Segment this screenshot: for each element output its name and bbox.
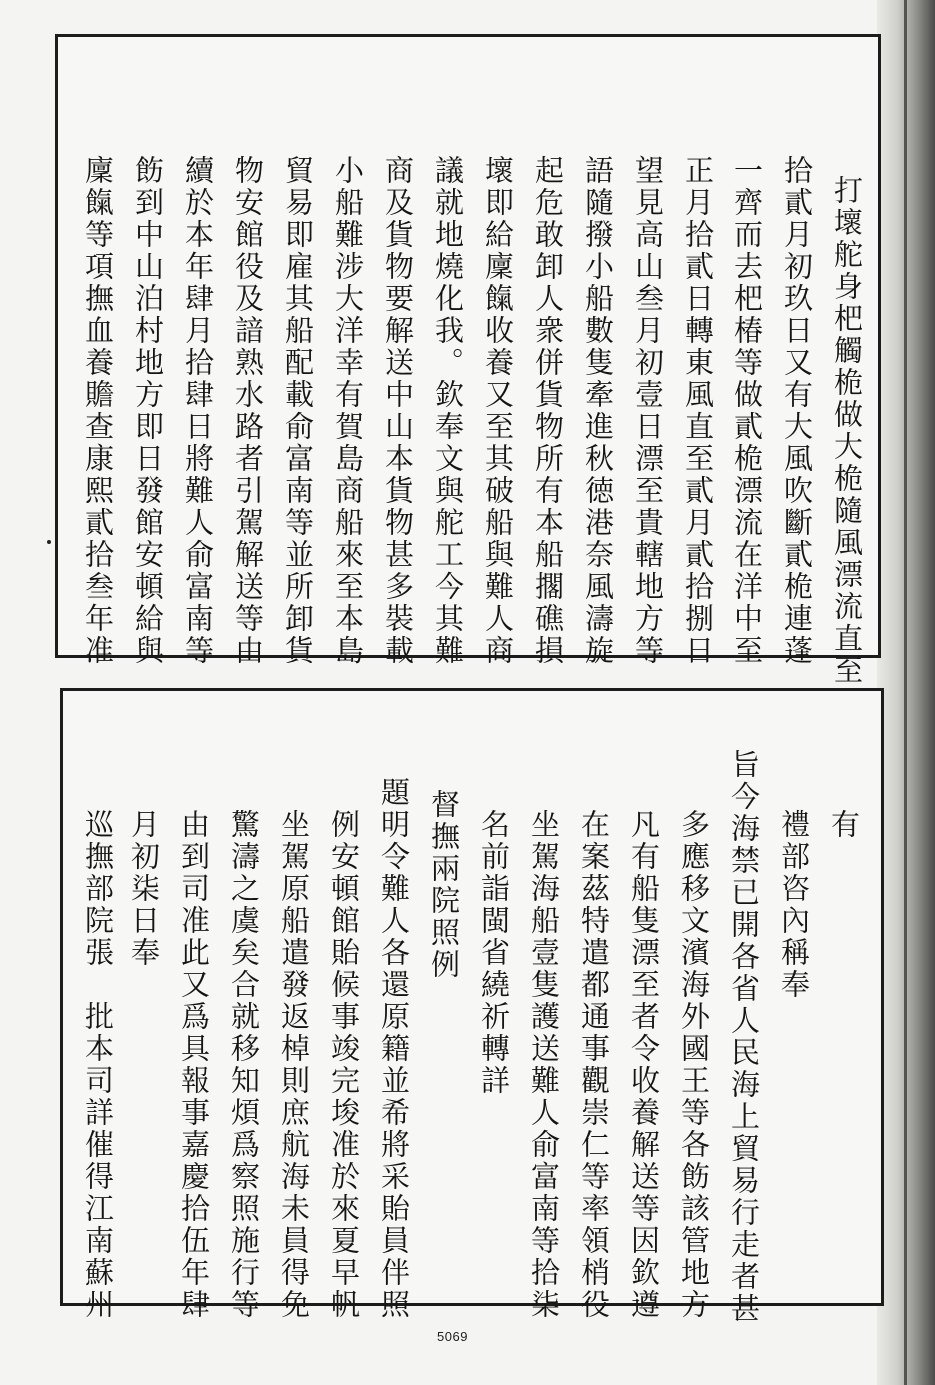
text-column: 小船難涉大洋幸有賀島商船來至本島 <box>331 155 365 667</box>
text-column: 巡撫部院張 批本司詳催得江南蘇州 <box>81 809 115 1321</box>
text-column: 議就地燒化我。欽奉文與舵工今其難 <box>431 155 465 667</box>
text-column: 商及貨物要解送中山本貨物甚多裝載 <box>381 155 415 667</box>
page-number: 5069 <box>437 1329 468 1344</box>
text-column: 續於本年肆月拾肆日將難人俞富南等 <box>181 155 215 667</box>
text-column: 禮部咨內稱奉 <box>777 809 811 1001</box>
text-column: 語隨撥小船數隻牽進秋徳港奈風濤旋 <box>581 155 615 667</box>
text-column: 題明令難人各還原籍並希將采貽員伴照 <box>377 777 411 1321</box>
text-column: 正月拾貳日轉東風直至貳月貳拾捌日 <box>681 155 715 667</box>
book-spine-line <box>904 0 907 1385</box>
text-column: 名前詣閩省繞祈轉詳 <box>477 809 511 1097</box>
text-column: 有 <box>827 809 861 841</box>
document-panel-top <box>55 34 881 687</box>
text-column: 拾貳月初玖日又有大風吹斷貳桅連蓬 <box>780 155 814 667</box>
document-panel-bottom <box>60 688 884 1325</box>
text-column: 在案茲特遣都通事觀崇仁等率領梢役 <box>577 809 611 1321</box>
text-column: 廩餼等項撫血養贍查康熙貳拾叁年准 <box>81 155 115 667</box>
text-column: 一齊而去杷椿等做貳桅漂流在洋中至 <box>730 155 764 667</box>
text-column: 由到司准此又爲具報事嘉慶拾伍年肆 <box>177 809 211 1321</box>
text-column: 驚濤之虞矣合就移知煩爲察照施行等 <box>227 809 261 1321</box>
text-column: 凡有船隻漂至者令收養解送等因欽遵 <box>627 809 661 1321</box>
scan-speck <box>47 540 51 544</box>
bottom-text-columns <box>63 691 881 1325</box>
text-column: 望見高山叁月初壹日漂至貴轄地方等 <box>631 155 665 667</box>
text-column: 貿易即雇其船配載俞富南等並所卸貨 <box>281 155 315 667</box>
text-column: 多應移文濱海外國王等各飭該管地方 <box>677 809 711 1321</box>
text-column: 坐駕原船遣發返棹則庶航海未員得免 <box>277 809 311 1321</box>
text-column: 物安館役及諳熟水路者引駕解送等由 <box>231 155 265 667</box>
text-column: 飭到中山泊村地方即日發館安頓給與 <box>131 155 165 667</box>
text-column: 壞即給廩餼收養又至其破船與難人商 <box>481 155 515 667</box>
text-column: 坐駕海船壹隻護送難人俞富南等拾柒 <box>527 809 561 1321</box>
top-text-columns <box>58 37 878 687</box>
text-column: 起危敢卸人衆併貨物所有本船擱礁損 <box>531 155 565 667</box>
text-column: 旨今海禁已開各省人民海上貿易行走者甚 <box>727 749 761 1325</box>
text-column: 督撫兩院照例 <box>427 789 461 981</box>
text-column: 月初柒日奉 <box>127 809 161 969</box>
text-column: 例安頓館貽候事竣完埈准於來夏早帆 <box>327 809 361 1321</box>
text-column: 打壞舵身杷觸桅做大桅隨風漂流直至 <box>830 175 864 687</box>
